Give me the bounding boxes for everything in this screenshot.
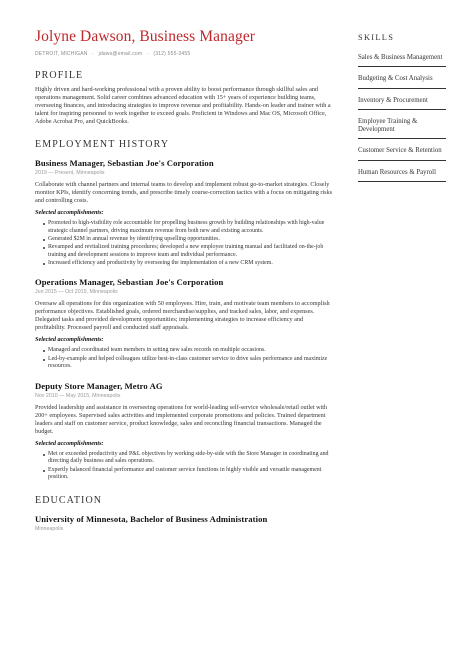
- skill-item: Customer Service & Retention: [358, 147, 446, 160]
- accomplishment-item: Increased efficiency and productivity by overseeing the implementation of a new CRM system.: [43, 260, 335, 268]
- skill-item: Employee Training & Development: [358, 118, 446, 140]
- education-heading: EDUCATION: [35, 494, 103, 506]
- contact-location: DETROIT, MICHIGAN: [35, 51, 88, 57]
- skill-item: Inventory & Procurement: [358, 97, 446, 110]
- education-location: Minneapolis: [35, 525, 64, 532]
- accomplishment-item: Managed and coordinated team members in setting new sales records on multiple occasions.: [43, 347, 335, 355]
- job-summary: Provided leadership and assistance in overseeing operations for world-leading self-service wholesale/retail outlet with 200+ employees. Supervised sales activities and implemented corporate promotions and policies. Trained department leaders and staff on customer service, product knowledge, sales and reconciling financial transactions. Managed the budget.: [35, 403, 328, 435]
- employment-heading: EMPLOYMENT HISTORY: [35, 139, 170, 150]
- job-dates-location: Jun 2015 — Oct 2019, Minneapolis: [35, 289, 118, 296]
- job-summary: Collaborate with channel partners and internal teams to develop and implement robust go-to-market strategies. Closely monitor KPIs, identify concerning trends, and prescribe timely course-correction tactics with a focus on mitigating risks and controlling costs.: [35, 181, 333, 204]
- accomplishments-list: [35, 220, 335, 267]
- skill-item: Sales & Business Management: [358, 54, 446, 67]
- education-title: University of Minnesota, Bachelor of Business Administration: [35, 513, 268, 524]
- accomplishment-item: Led-by-example and helped colleagues utilize best-in-class customer service to drive sales performance and maximize resources.: [43, 356, 335, 371]
- contact-line: [35, 51, 335, 57]
- education-entry: [35, 514, 335, 533]
- job-dates-location: Nov 2010 — May 2015, Minneapolis: [35, 392, 121, 399]
- accomplishments-list: [35, 451, 335, 482]
- accomplishment-item: Promoted to high-visibility role accountable for propelling business growth by building relationships with high-value strategic channel partners, driving maximum revenue from both new and existing accounts.: [43, 220, 335, 235]
- contact-email: jdaws@email.com: [98, 51, 143, 57]
- job-title: Business Manager, Sebastian Joe's Corporation: [35, 158, 214, 168]
- candidate-name: Jolyne Dawson, Business Manager: [35, 28, 256, 45]
- job-entry: [35, 158, 335, 267]
- job-entry: [35, 381, 335, 482]
- job-entry: [35, 277, 335, 370]
- accomplishments-label: Selected accomplishments:: [35, 209, 104, 216]
- job-title: Deputy Store Manager, Metro AG: [35, 380, 163, 391]
- accomplishments-label: Selected accomplishments:: [35, 439, 104, 447]
- skill-item: Budgeting & Cost Analysis: [358, 75, 446, 88]
- accomplishments-label: Selected accomplishments:: [35, 336, 104, 344]
- accomplishment-item: Generated $2M in annual revenue by identifying upselling opportunities.: [43, 236, 335, 244]
- accomplishment-item: Expertly balanced financial performance and customer service functions in highly visible and versatile management position.: [43, 467, 335, 482]
- skills-heading: SKILLS: [358, 33, 395, 42]
- skill-item: Human Resources & Payroll: [358, 169, 446, 182]
- contact-separator: ·: [146, 51, 149, 57]
- contact-phone: (312) 555-3455: [153, 51, 191, 57]
- profile-text: Highly driven and hard-working professional with a proven ability to boost performance through skillful sales and operations management. Solid career combines advanced education with 15+ years of experience building teams, overseeing finances, and introducing strategies to improve revenue and profitability. Hands-on leader and trainer with a talent for inspiring personnel to work together to exceed goals. Proficient in Windows and Mac OS, Microsoft Office, Adobe Acrobat Pro, and QuickBooks.: [35, 86, 331, 125]
- main-column: [35, 28, 335, 533]
- job-summary: Oversaw all operations for this organization with 50 employees. Hire, train, and motivate team members to accomplish performance objectives. Established goals, ordered merchandise/supplies, and tracked sales, labor, and expenses. Delegated tasks and provided development opportunities; implementing strategies to increase efficiency and profitability. Processed payroll and conducted staff appraisals.: [35, 300, 330, 332]
- profile-heading: PROFILE: [35, 70, 84, 81]
- job-title: Operations Manager, Sebastian Joe's Corporation: [35, 277, 224, 288]
- accomplishments-list: [35, 347, 335, 370]
- job-dates-location: 2019 — Present, Minneapolis: [35, 170, 105, 176]
- accomplishment-item: Met or exceeded productivity and P&L objectives by working side-by-side with the Store Manager in coordinating and directing daily business and sales operations.: [43, 451, 335, 466]
- sidebar: [358, 33, 446, 182]
- accomplishment-item: Revamped and revitalized training procedures; developed a new employee training manual and facilitated on-the-job training and development sessions to improve team and individual performance.: [43, 244, 335, 259]
- contact-separator: ·: [92, 51, 95, 57]
